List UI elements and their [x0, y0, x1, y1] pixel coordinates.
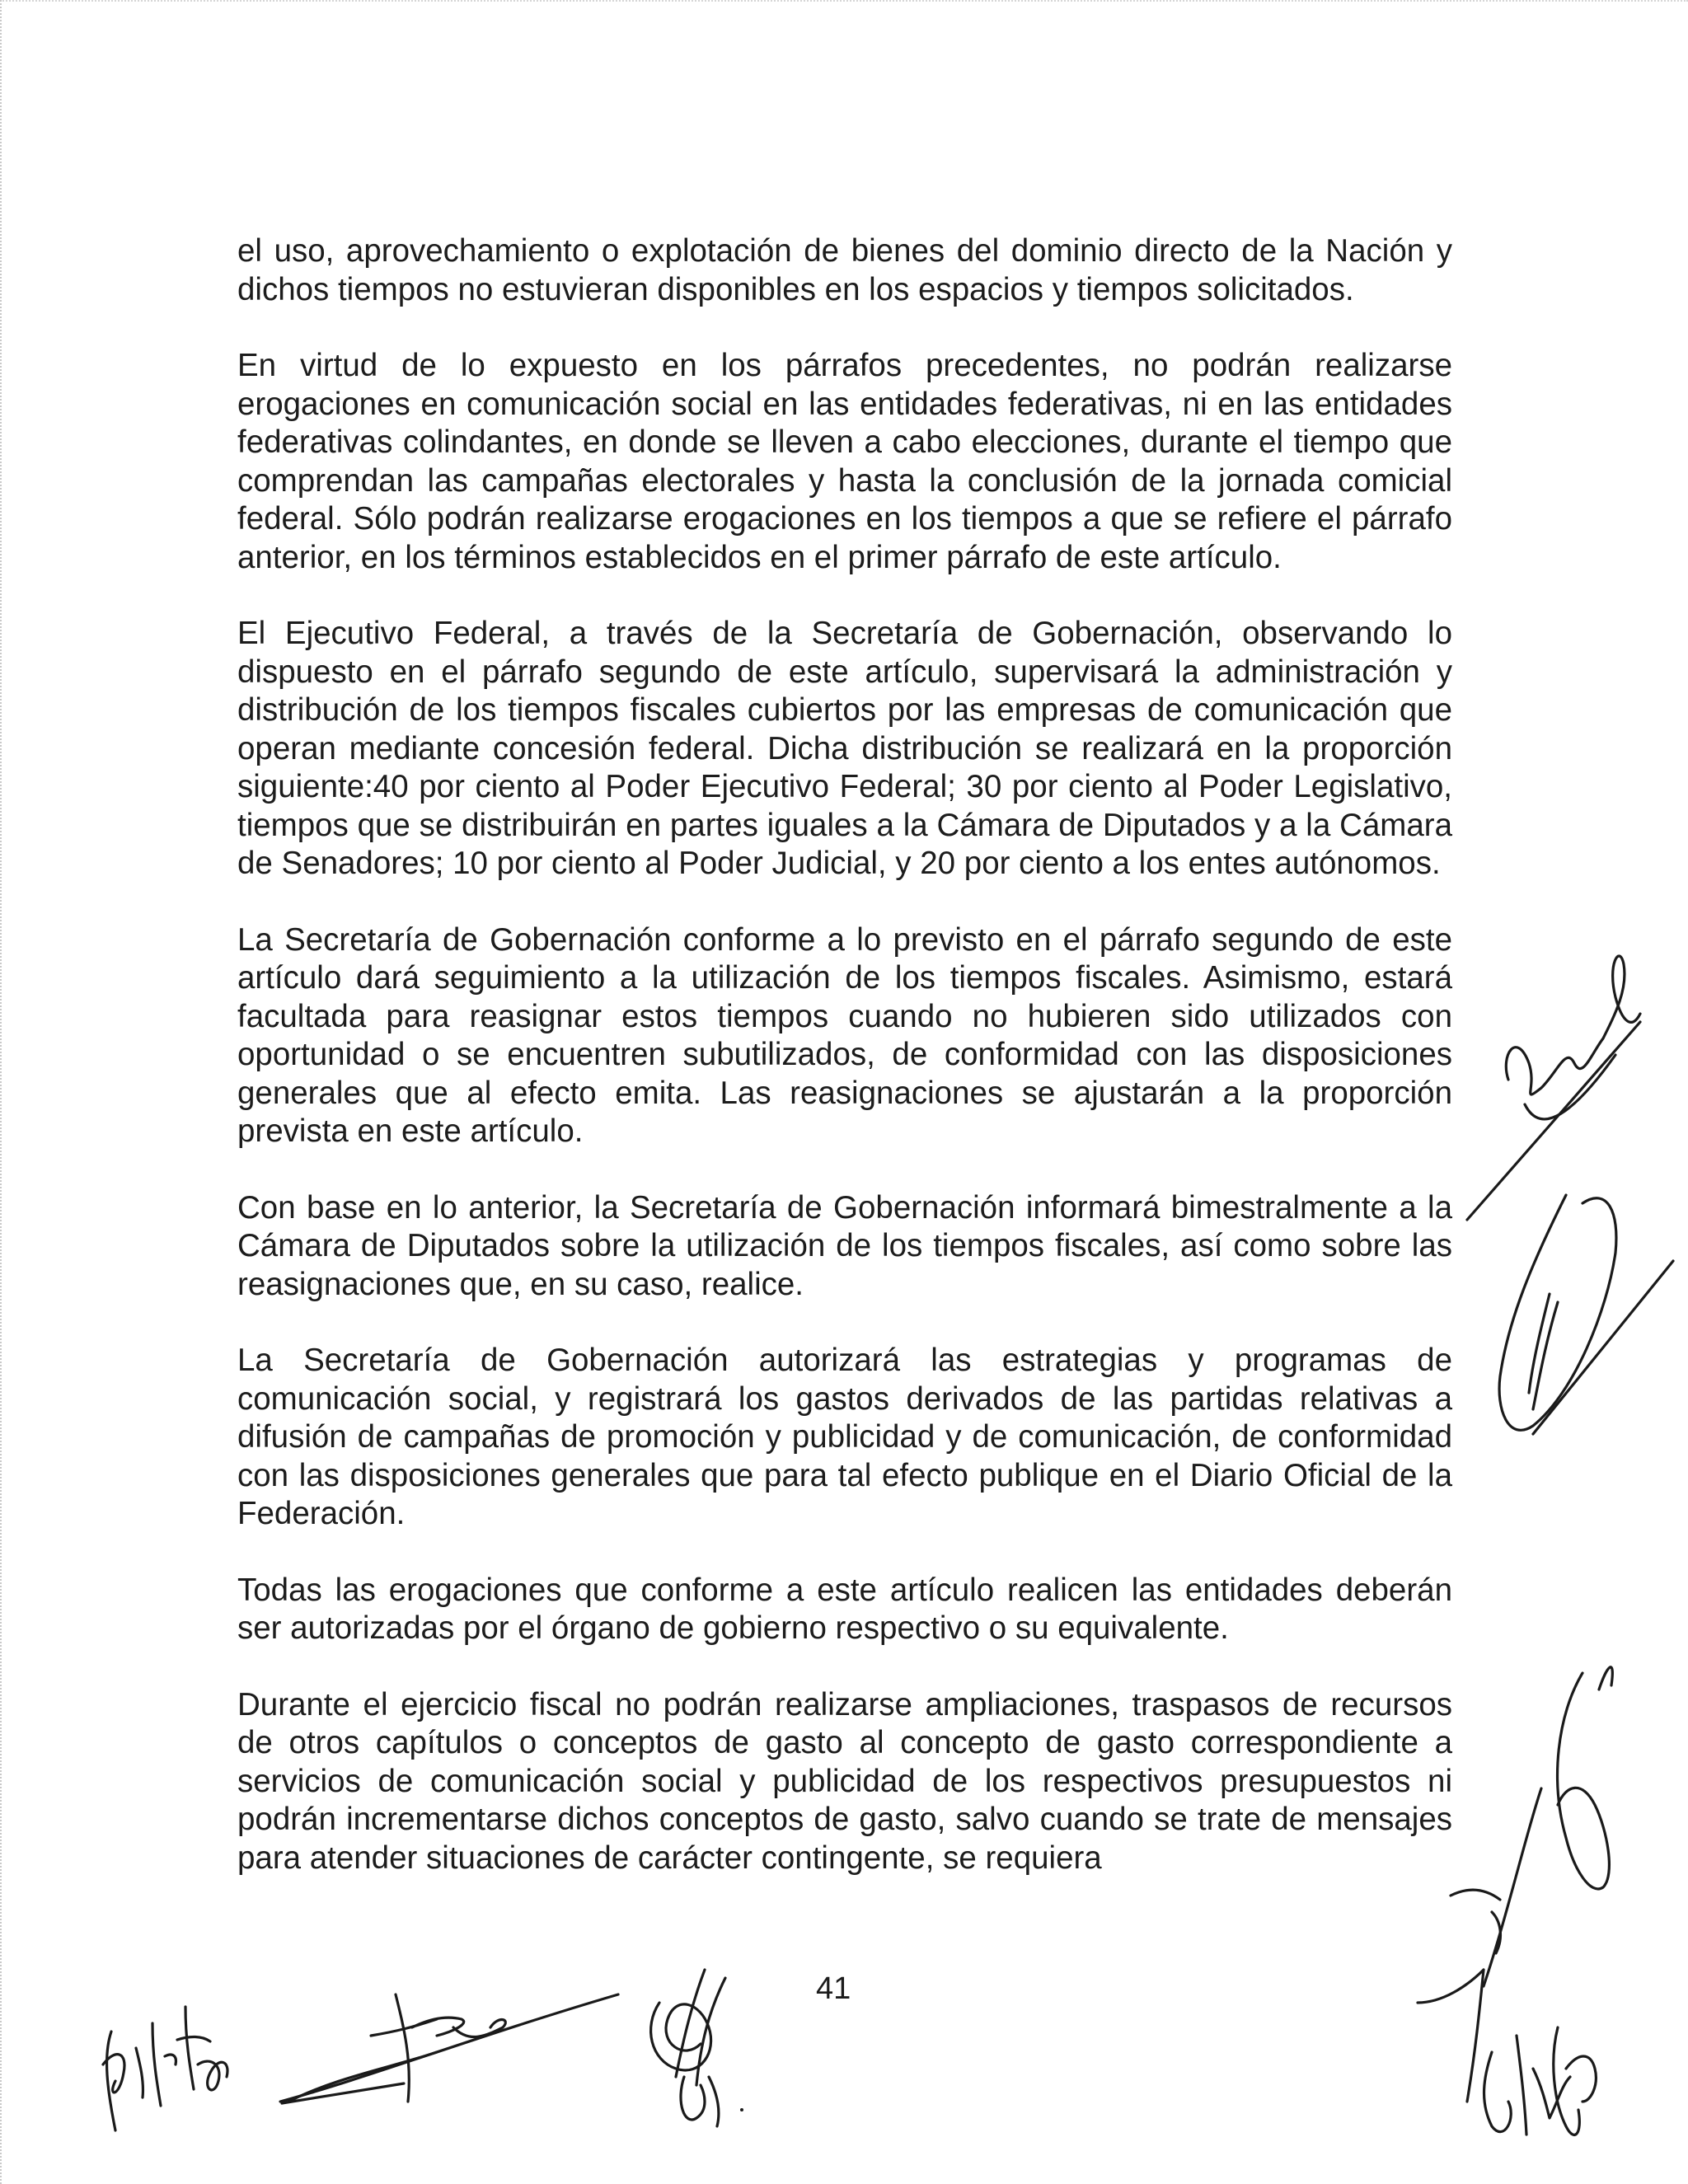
paragraph: El Ejecutivo Federal, a través de la Secretaría de Gobernación, observando lo dispuesto en el párrafo segundo de este artículo, supervisará la administración y distribución de los tiempos fiscales cubiertos por las empresas de comunicación que operan mediante concesión federal. Dicha distribución se realizará en la proporción siguiente:40 por ciento al Poder Ejecutivo Federal; 30 por ciento al Poder Legislativo, tiempos que se distribuirán en partes iguales a la Cámara de Diputados y a la Cámara de Senadores; 10 por ciento al Poder Judicial, y 20 por ciento a los entes autónomos. — [237, 616, 1452, 881]
signature-bottom-center — [272, 1970, 626, 2159]
paragraph: Durante el ejercicio fiscal no podrán realizarse ampliaciones, traspasos de recursos de otros capítulos o conceptos de gasto al concepto de gasto correspondiente a servicios de comunicación social y publicidad de los respectivos presupuestos ni podrán incrementarse dichos conceptos de gasto, salvo cuando se trate de mensajes para atender situaciones de carácter contingente, se requiera — [237, 1686, 1452, 1876]
scan-edge-top — [0, 0, 1688, 7]
paragraph: el uso, aprovechamiento o explotación de bienes del dominio directo de la Nación y dichos tiempos no estuvieran disponibles en los espacios y tiempos solicitados. — [237, 233, 1452, 307]
scan-edge-left — [0, 0, 13, 2184]
page-number: 41 — [816, 1971, 851, 2006]
signature-bottom-right — [1467, 2019, 1591, 2151]
paragraph: Todas las erogaciones que conforme a este artículo realicen las entidades deberán ser autorizadas por el órgano de gobierno respectivo o su equivalente. — [237, 1572, 1452, 1646]
signature-right-upper — [1451, 948, 1681, 1483]
paragraph: La Secretaría de Gobernación conforme a lo previsto en el párrafo segundo de este artículo dará seguimiento a la utilización de los tiempos fiscales. Asimismo, estará facultada para reasignar estos tiempos cuando no hubieren sido utilizados con oportunidad o se encuentren subutilizados, de conformidad con las disposiciones generales que al efecto emita. Las reasignaciones se ajustarán a la proporción prevista en este artículo. — [237, 921, 1452, 1149]
paragraph: En virtud de lo expuesto en los párrafos precedentes, no podrán realizarse erogaciones en comunicación social en las entidades federativas, ni en las entidades federativas colindantes, en donde se lleven a cabo elecciones, durante el tiempo que comprendan las campañas electorales y hasta la conclusión de la jornada comicial federal. Sólo podrán realizarse erogaciones en los tiempos a que se refiere el párrafo anterior, en los términos establecidos en el primer párrafo de este artículo. — [237, 348, 1452, 575]
paragraph: La Secretaría de Gobernación autorizará las estrategias y programas de comunicación social, y registrará los gastos derivados de las partidas relativas a difusión de campañas de promoción y publicidad y de comunicación, de conformidad con las disposiciones generales que para tal efecto publique en el Diario Oficial de la Federación. — [237, 1343, 1452, 1531]
paragraph: Con base en lo anterior, la Secretaría de Gobernación informará bimestralmente a la Cámara de Diputados sobre la utilización de los tiempos fiscales, así como sobre las reasignaciones que, en su caso, realice. — [237, 1189, 1452, 1302]
document-body — [237, 232, 1452, 1915]
signature-bottom-middle — [626, 1953, 767, 2143]
signature-bottom-left — [95, 1974, 260, 2147]
